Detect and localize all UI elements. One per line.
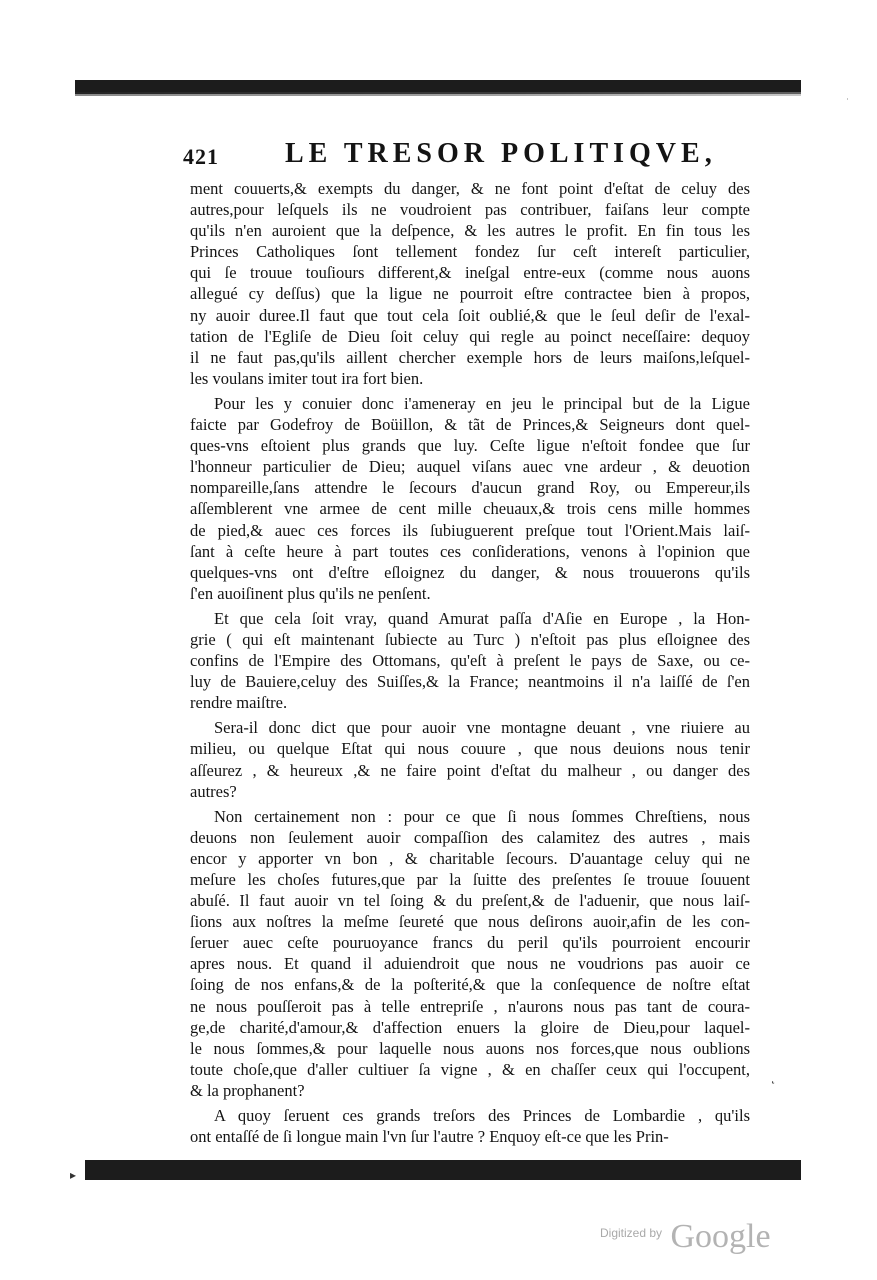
text-line: ment couuerts,& exempts du danger, & ne font point d'eſtat de celuy des (190, 179, 750, 198)
text-line: l'honneur particulier de Dieu; auquel viſans auec vne ardeur , & deuotion (190, 457, 750, 477)
text-line: quelques-vns ont d'eſtre eſloignez du danger, & nous trouuerons qu'ils (190, 562, 750, 582)
text-line: faicte par Godefroy de Boüillon, & tãt de Princes,& Seigneurs dont quel- (190, 415, 750, 435)
text-line: meſure les choſes futures,que par la ſuitte des preſentes ſe trouue ſouuent (190, 870, 750, 889)
text-line: ge,de charité,d'amour,& d'affection enuers la gloire de Dieu,pour laquel- (190, 1017, 750, 1037)
text-line: qu'ils n'en auroient que la deſpence, & les autres le profit. En fin tous les (190, 221, 750, 241)
text-line: aſſeurez , & heureux ,& ne faire point d'eſtat du malheur , ou danger des (190, 760, 750, 780)
text-line: ne nous pouſſeroit pas à telle entrepriſe , n'aurons nous pas tant de coura- (190, 996, 750, 1016)
text-line: allegué cy deſſus) que la ligue ne pourroit eſtre contractee bien à propos, (190, 284, 750, 304)
text-line: autres,pour leſquels ils ne voudroient pas contribuer, faiſans leur compte (190, 200, 750, 220)
text-line: ſeruer auec ceſte pouruoyance francs du peril qu'ils pourroient encourir (190, 933, 750, 953)
text-line: ſoing de nos enfans,& de la poſterité,& que la conſequence de noſtre eſtat (190, 975, 750, 995)
text-line: Sera-il donc dict que pour auoir vne montagne deuant , vne riuiere au (214, 718, 750, 738)
text-line: le nous ſommes,& pour laquelle nous auons nos forces,que nous oublions (190, 1038, 750, 1058)
text-line: confins de l'Empire des Ottomans, qu'eſt à preſent le pays de Saxe, ou ce- (190, 651, 750, 671)
text-line: autres? (190, 781, 237, 801)
google-digitized-watermark (600, 1218, 771, 1258)
scan-speck: ˙ (845, 98, 850, 109)
text-line: toute choſe,que d'aller cultiuer ſa vigne , & en chaſſer ceux qui l'occupent, (190, 1059, 750, 1079)
paragraph (190, 393, 750, 604)
page-number: 421 (183, 144, 219, 169)
paragraph (190, 717, 750, 801)
text-line: les voulans imiter tout ira fort bien. (190, 368, 424, 388)
text-line: Et que cela ſoit vray, quand Amurat paſſa d'Aſie en Europe , la Hon- (214, 608, 750, 628)
text-line: rendre maiſtre. (190, 693, 288, 713)
text-line: ſant à ceſte heure à part toutes ces conſiderations, venons à l'opinion que (190, 541, 750, 561)
text-line: ny auoir duree.Il faut que tout cela ſoit oublié,& que le ſeul deſir de l'exal- (190, 305, 750, 325)
text-line: il ne faut pas,qu'ils aillent chercher exemple hors de leurs maiſons,leſquel- (190, 347, 750, 367)
paragraph (190, 608, 750, 713)
text-line: Pour les y conuier donc i'ameneray en jeu le principal but de la Ligue (214, 393, 750, 413)
page-header (183, 138, 743, 170)
running-title: LE TRESOR POLITIQVE, (285, 138, 717, 169)
text-line: abuſé. Il faut auoir vn tel ſoing & du preſent,& de l'aduenir, que nous laiſ- (190, 891, 750, 911)
paragraph (190, 1105, 750, 1147)
text-line: ſions aux noſtres la meſme ſeureté que nous deſirons auoir,afin de les con- (190, 912, 750, 932)
text-line: A quoy ſeruent ces grands treſors des Princes de Lombardie , qu'ils (214, 1106, 750, 1126)
watermark-prefix: Digitized by (600, 1226, 663, 1240)
text-line: ſ'en auoiſinent plus qu'ils ne penſent. (190, 583, 431, 603)
bottom-scan-border (85, 1160, 801, 1180)
text-line: nompareille,ſans attendre le ſecours d'aucun grand Roy, ou Empereur,ils (190, 478, 750, 498)
text-line: & la prophanent? (190, 1080, 305, 1100)
top-scan-border-shadow (75, 92, 801, 96)
text-line: Non certainement non : pour ce que ſi nous ſommes Chreſtiens, nous (214, 806, 750, 826)
text-line: deuons non ſeulement auoir compaſſion des calamitez des autres , mais (190, 827, 750, 847)
text-line: aſſemblerent vne armee de cent mille cheuaux,& trois cens mille hommes (190, 499, 750, 519)
paragraph (190, 178, 750, 389)
scan-speck: ▸ (70, 1168, 77, 1182)
text-line: encor y apporter vn bon , & charitable ſecours. D'auantage celuy qui ne (190, 848, 750, 868)
text-line: tation de l'Egliſe de Dieu ſoit celuy qui regle au poinct neceſſaire: dequoy (190, 326, 750, 346)
text-line: ques-vns eſtoient plus grands que luy. Ceſte ligue n'eſtoit fondee que ſur (190, 436, 750, 456)
text-line: apres nous. Et quand il aduiendroit que nous ne voudrions pas auoir ce (190, 954, 750, 974)
body-text (190, 178, 750, 1147)
scan-speck: ˛ (770, 1070, 776, 1084)
text-line: qui ſe trouue touſiours different,& ineſgal entre-eux (comme nous auons (190, 263, 750, 283)
text-line: grie ( qui eſt maintenant ſubiecte au Turc ) n'eſtoit pas plus eſloignee des (190, 629, 750, 649)
paragraph (190, 806, 750, 1101)
text-line: ont entaſſé de ſi longue main l'vn ſur l'autre ? Enquoy eſt-ce que les Prin- (190, 1127, 669, 1147)
text-line: milieu, ou quelque Eſtat qui nous couure , que nous deuions nous tenir (190, 739, 750, 759)
text-line: Princes Catholiques ſont tellement fondez ſur ceſt intereſt particulier, (190, 242, 750, 262)
google-logo: Google (670, 1218, 771, 1255)
text-line: de pied,& auec ces forces ils ſubiuguerent preſque tout l'Orient.Mais laiſ- (190, 520, 750, 540)
text-line: luy de Bauiere,celuy des Suiſſes,& la France; neantmoins il n'a laiſſé de ſ'en (190, 672, 750, 692)
